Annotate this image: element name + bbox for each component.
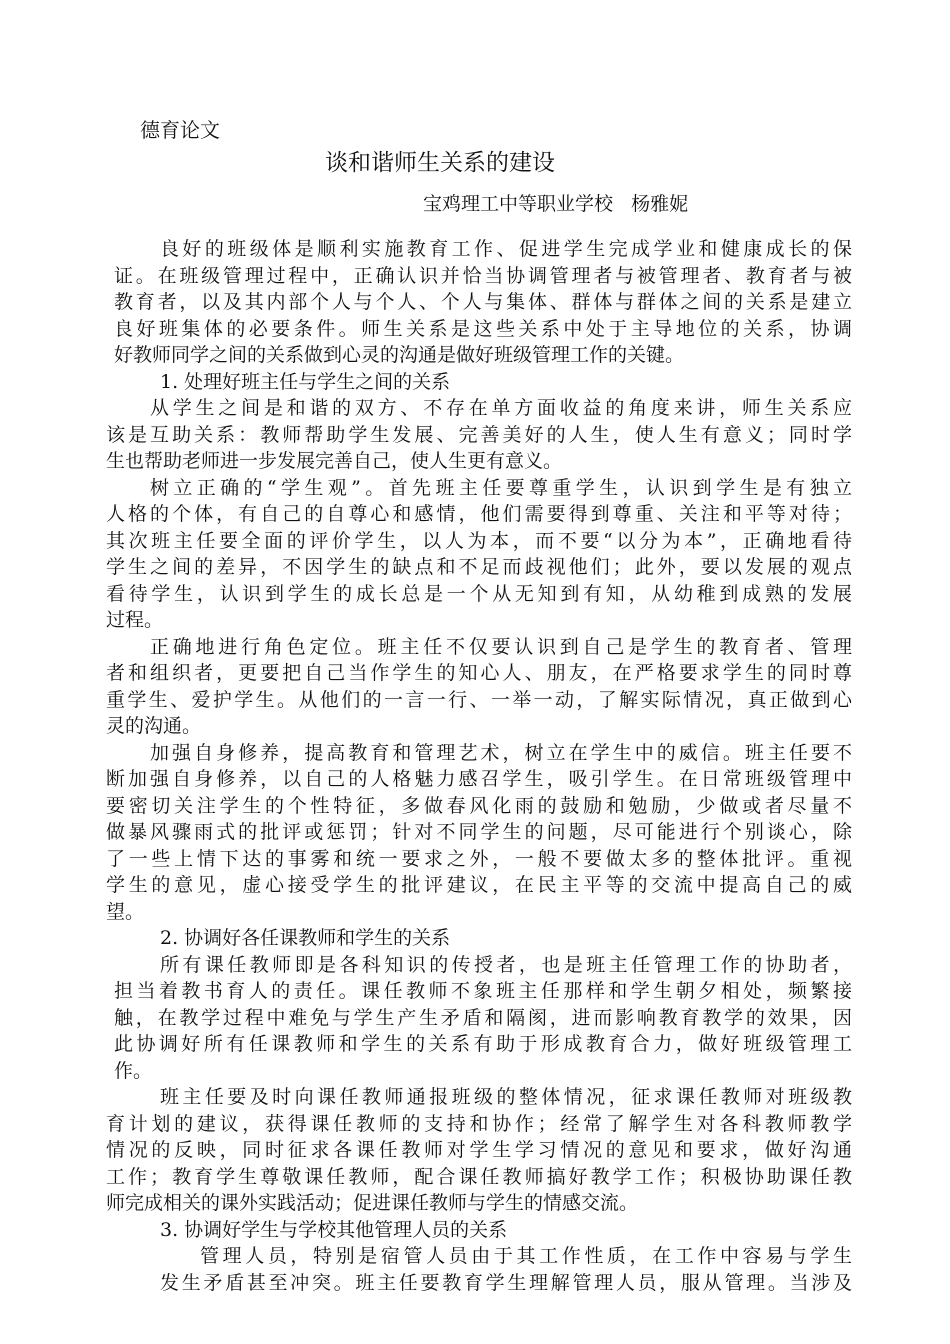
text-line: 师完成相关的课外实践活动；促进课任教师与学生的情感交流。 [106, 1192, 639, 1214]
text-line: 望。 [106, 900, 145, 923]
text-line: 做暴风骤雨式的批评或惩罚；针对不同学生的问题，尽可能进行个别谈心，除 [106, 821, 852, 843]
text-line: 树立正确的“学生观”。首先班主任要尊重学生，认识到学生是有独立 [150, 476, 852, 499]
text-line: 情况的反映，同时征求各课任教师对学生学习情况的意见和要求，做好沟通 [106, 1139, 852, 1161]
text-line: 者和组织者，更要把自己当作学生的知心人、朋友，在严格要求学生的同时尊 [106, 662, 852, 684]
section-heading: 3. 协调好学生与学校其他管理人员的关系 [160, 1218, 508, 1241]
text-line: 触，在教学过程中难免与学生产生矛盾和隔阂，进而影响教育教学的效果，因 [114, 1006, 852, 1029]
text-line: 加强自身修养，提高教育和管理艺术，树立在学生中的威信。班主任要不 [150, 741, 852, 764]
text-line: 发生矛盾甚至冲突。班主任要教育学生理解管理人员，服从管理。当涉及 [160, 1271, 852, 1294]
text-line: 教育者，以及其内部个人与个人、个人与集体、群体与群体之间的关系是建立 [114, 291, 852, 313]
text-line: 看待学生，认识到学生的成长总是一个从无知到有知，从幼稚到成熟的发展 [106, 582, 852, 605]
text-line: 生也帮助老师进一步发展完善自己，使人生更有意义。 [106, 450, 563, 472]
text-line: 管理人员，特别是宿管人员由于其工作性质，在工作中容易与学生 [200, 1245, 852, 1267]
text-line: 良好班集体的必要条件。师生关系是这些关系中处于主导地位的关系，协调 [114, 317, 852, 340]
text-line: 人格的个体，有自己的自尊心和感情，他们需要得到尊重、关注和平等对待； [106, 503, 852, 525]
text-line: 过程。 [106, 609, 164, 631]
text-line: 好教师同学之间的关系做到心灵的沟通是做好班级管理工作的关键。 [114, 344, 685, 366]
document-body [106, 236, 852, 1296]
text-line: 良好的班级体是顺利实施教育工作、促进学生完成学业和健康成长的保 [160, 238, 852, 260]
text-line: 所有课任教师即是各科知识的传授者，也是班主任管理工作的协助者， [160, 953, 852, 976]
section-heading: 1. 处理好班主任与学生之间的关系 [160, 370, 451, 393]
text-line: 了一些上情下达的事雾和统一要求之外，一般不要做太多的整体批评。重视 [106, 847, 852, 870]
document-title: 谈和谐师生关系的建设 [325, 150, 555, 176]
document-category: 德育论文 [140, 118, 220, 142]
text-line: 担当着教书育人的责任。课任教师不象班主任那样和学生朝夕相处，频繁接 [114, 980, 852, 1002]
text-line: 证。在班级管理过程中，正确认识并恰当协调管理者与被管理者、教育者与被 [114, 264, 852, 287]
text-line: 其次班主任要全面的评价学生，以人为本，而不要“以分为本”，正确地看待 [106, 529, 852, 552]
text-line: 班主任要及时向课任教师通报班级的整体情况，征求课任教师对班级教 [160, 1086, 852, 1108]
text-line: 重学生、爱护学生。从他们的一言一行、一举一动，了解实际情况，真正做到心 [106, 688, 852, 711]
text-line: 学生的意见，虚心接受学生的批评建议，在民主平等的交流中提高自己的威 [106, 874, 852, 896]
text-line: 学生之间的差异，不因学生的缺点和不足而歧视他们；此外，要以发展的观点 [106, 556, 852, 578]
text-line: 作。 [114, 1059, 153, 1082]
text-line: 从学生之间是和谐的双方、不存在单方面收益的角度来讲，师生关系应 [150, 397, 852, 419]
text-line: 该是互助关系：教师帮助学生发展、完善美好的人生，使人生有意义；同时学 [106, 423, 852, 446]
section-heading: 2. 协调好各任课教师和学生的关系 [160, 927, 451, 949]
document-author: 宝鸡理工中等职业学校 杨雅妮 [423, 193, 689, 215]
text-line: 工作；教育学生尊敬课任教师，配合课任教师搞好教学工作；积极协助课任教 [106, 1165, 852, 1188]
text-line: 灵的沟通。 [106, 715, 202, 737]
text-line: 要密切关注学生的个性特征，多做春风化雨的鼓励和勉励，少做或者尽量不 [106, 794, 852, 817]
text-line: 此协调好所有任课教师和学生的关系有助于形成教育合力，做好班级管理工 [114, 1033, 852, 1055]
text-line: 正确地进行角色定位。班主任不仅要认识到自己是学生的教育者、管理 [150, 635, 852, 658]
text-line: 断加强自身修养，以自己的人格魅力感召学生，吸引学生。在日常班级管理中 [106, 768, 852, 790]
text-line: 育计划的建议，获得课任教师的支持和协作；经常了解学生对各科教师教学 [106, 1112, 852, 1135]
